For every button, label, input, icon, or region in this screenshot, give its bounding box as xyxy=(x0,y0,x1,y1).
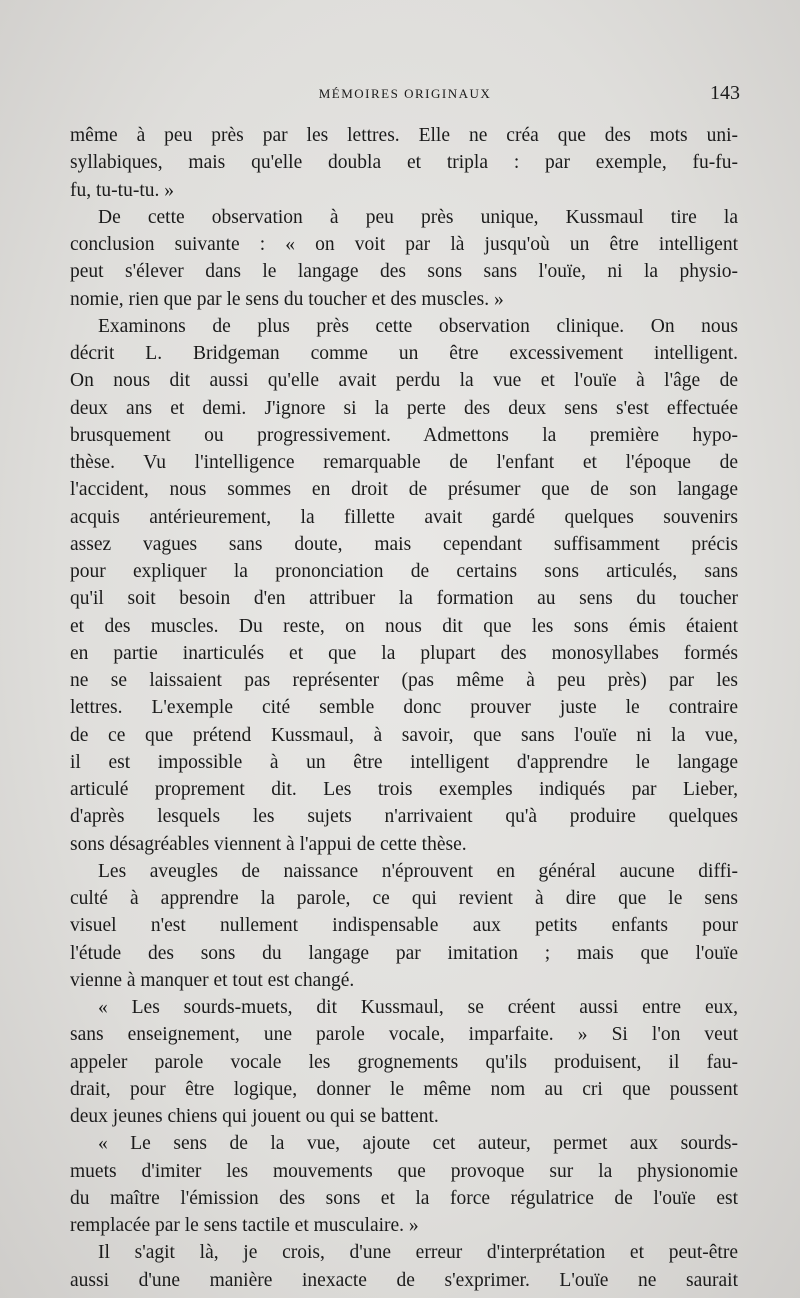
text-line: « Les sourds-muets, dit Kussmaul, se créent aussi entre eux, xyxy=(98,997,738,1018)
text-line: brusquement ou progressivement. Admettons la première hypo- xyxy=(70,424,738,446)
text-line: il est impossible à un être intelligent d'apprendre le langage xyxy=(70,751,738,773)
page-number: 143 xyxy=(710,82,740,104)
text-line: Examinons de plus près cette observation clinique. On nous xyxy=(98,315,738,337)
text-line: culté à apprendre la parole, ce qui revient à dire que le sens xyxy=(70,888,738,909)
running-title: MÉMOIRES ORIGINAUX xyxy=(318,86,492,101)
text-line: acquis antérieurement, la fillette avait gardé quelques souvenirs xyxy=(70,506,738,528)
text-line: fu, tu-tu-tu. » xyxy=(70,179,174,201)
text-line: articulé proprement dit. Les trois exemples indiqués par Lieber, xyxy=(70,779,738,800)
text-line: Les aveugles de naissance n'éprouvent en général aucune diffi- xyxy=(98,860,738,882)
text-line: deux jeunes chiens qui jouent ou qui se battent. xyxy=(70,1106,439,1127)
text-line: syllabiques, mais qu'elle doubla et tripla : par exemple, fu-fu- xyxy=(70,152,738,174)
text-line: remplacée par le sens tactile et musculaire. » xyxy=(70,1215,419,1236)
text-line: qu'il soit besoin d'en attribuer la formation au sens du toucher xyxy=(70,588,738,610)
text-line: pour expliquer la prononciation de certains sons articulés, sans xyxy=(70,561,738,582)
text-line: nomie, rien que par le sens du toucher et des muscles. » xyxy=(70,288,504,310)
text-line: On nous dit aussi qu'elle avait perdu la vue et l'ouïe à l'âge de xyxy=(70,370,738,392)
text-line: vienne à manquer et tout est changé. xyxy=(70,969,355,991)
text-line: lettres. L'exemple cité semble donc prouver juste le contraire xyxy=(70,697,738,719)
text-line: aussi d'une manière inexacte de s'exprimer. L'ouïe ne saurait xyxy=(70,1269,738,1291)
text-line: Il s'agit là, je crois, d'une erreur d'interprétation et peut-être xyxy=(98,1242,738,1264)
text-line: sons désagréables viennent à l'appui de cette thèse. xyxy=(70,833,467,855)
body-text xyxy=(70,122,738,1294)
text-line: assez vagues sans doute, mais cependant suffisamment précis xyxy=(70,533,738,555)
text-line: De cette observation à peu près unique, Kussmaul tire la xyxy=(98,206,738,228)
text-line: « Le sens de la vue, ajoute cet auteur, permet aux sourds- xyxy=(98,1133,738,1155)
text-line: conclusion suivante : « on voit par là jusqu'où un être intelligent xyxy=(70,234,738,255)
text-line: d'après lesquels les sujets n'arrivaient qu'à produire quelques xyxy=(70,806,738,828)
text-line: visuel n'est nullement indispensable aux petits enfants pour xyxy=(70,915,738,937)
text-line: l'étude des sons du langage par imitation ; mais que l'ouïe xyxy=(70,942,738,964)
text-line: thèse. Vu l'intelligence remarquable de l'enfant et l'époque de xyxy=(70,452,738,473)
text-line: ne se laissaient pas représenter (pas même à peu près) par les xyxy=(70,670,738,691)
text-line: appeler parole vocale les grognements qu'ils produisent, il fau- xyxy=(70,1051,738,1073)
running-head xyxy=(70,82,740,106)
text-line: drait, pour être logique, donner le même nom au cri que poussent xyxy=(70,1078,738,1100)
text-line: sans enseignement, une parole vocale, imparfaite. » Si l'on veut xyxy=(70,1024,738,1046)
text-line: en partie inarticulés et que la plupart des monosyllabes formés xyxy=(70,642,738,664)
text-line: muets d'imiter les mouvements que provoque sur la physionomie xyxy=(70,1160,738,1182)
text-line: même à peu près par les lettres. Elle ne créa que des mots uni- xyxy=(70,125,738,146)
text-line: du maître l'émission des sons et la force régulatrice de l'ouïe est xyxy=(70,1187,738,1209)
text-line: peut s'élever dans le langage des sons sans l'ouïe, ni la physio- xyxy=(70,261,738,283)
text-line: l'accident, nous sommes en droit de présumer que de son langage xyxy=(70,479,738,501)
text-line: et des muscles. Du reste, on nous dit que les sons émis étaient xyxy=(70,615,738,637)
text-line: de ce que prétend Kussmaul, à savoir, que sans l'ouïe ni la vue, xyxy=(70,724,738,746)
text-line: deux ans et demi. J'ignore si la perte des deux sens s'est effectuée xyxy=(70,397,738,419)
text-line: décrit L. Bridgeman comme un être excessivement intelligent. xyxy=(70,343,738,364)
